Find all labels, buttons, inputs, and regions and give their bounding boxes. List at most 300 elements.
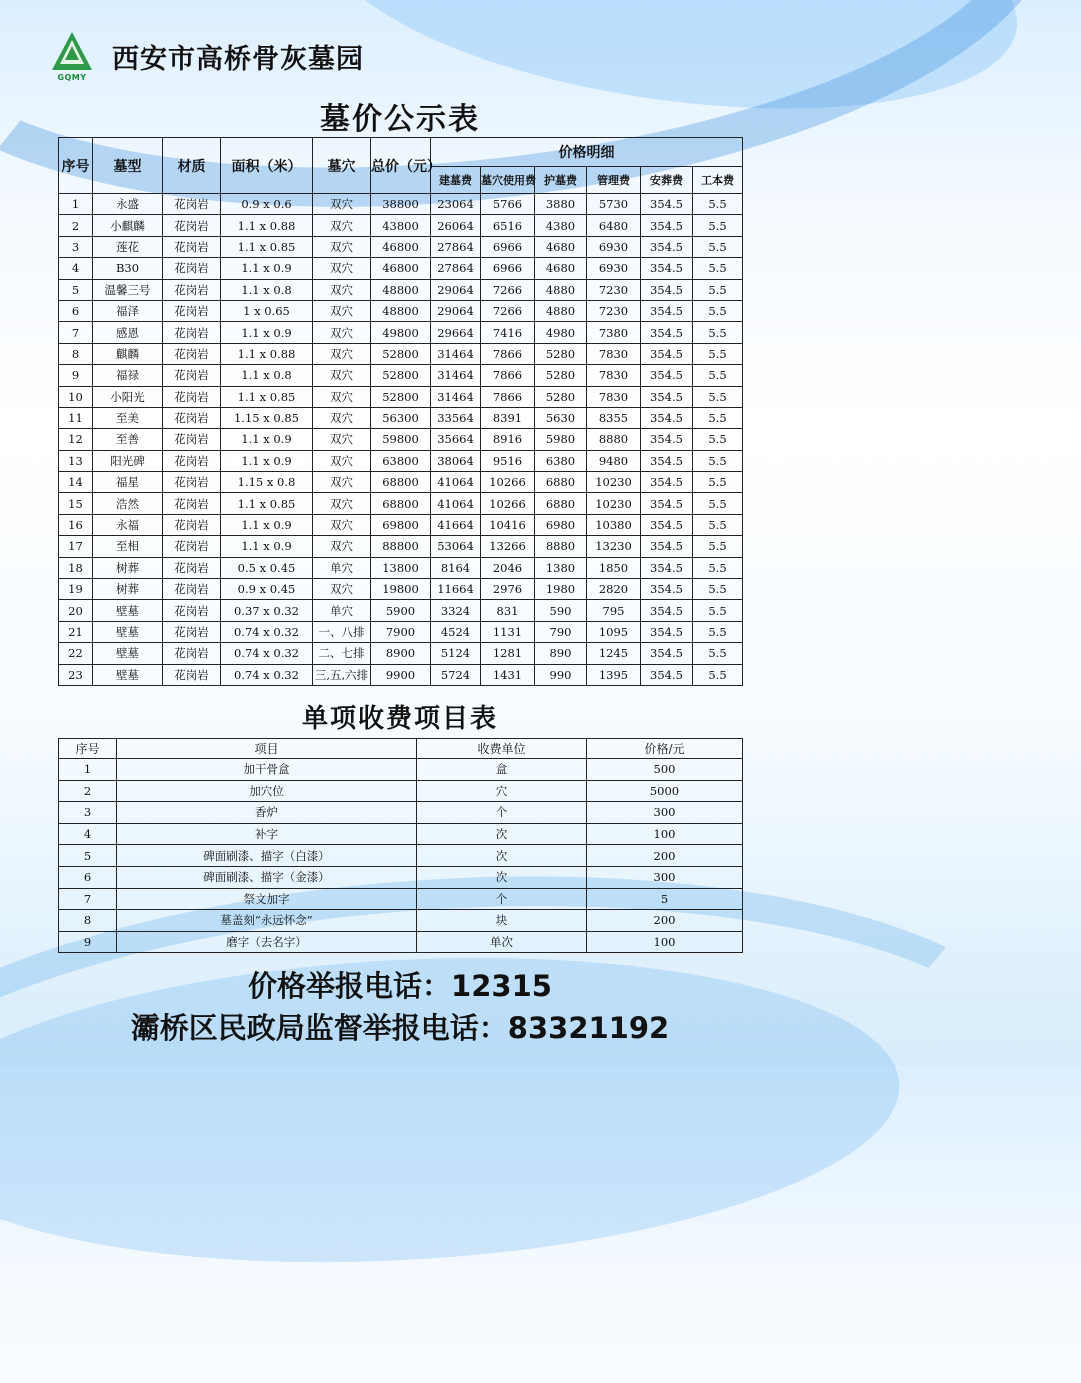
table-cell: 13800 xyxy=(371,557,431,578)
table-cell: 碑面刷漆、描字（白漆） xyxy=(117,845,417,867)
table-cell: 354.5 xyxy=(641,450,693,471)
table-cell: 1.1 x 0.9 xyxy=(221,429,313,450)
table-cell: 5900 xyxy=(371,600,431,621)
table-cell: 5.5 xyxy=(693,300,743,321)
table-cell: 590 xyxy=(535,600,587,621)
table-cell: 3 xyxy=(59,236,93,257)
table-cell: 花岗岩 xyxy=(163,664,221,685)
table-cell: 莲花 xyxy=(93,236,163,257)
table-cell: 花岗岩 xyxy=(163,579,221,600)
table-cell: 354.5 xyxy=(641,514,693,535)
table-cell: 13230 xyxy=(587,536,641,557)
table-cell: 10266 xyxy=(481,472,535,493)
table-cell: 27864 xyxy=(431,258,481,279)
table-cell: 11664 xyxy=(431,579,481,600)
table-cell: 354.5 xyxy=(641,215,693,236)
table-cell: 花岗岩 xyxy=(163,322,221,343)
table-cell: 7380 xyxy=(587,322,641,343)
table-cell: 双穴 xyxy=(313,215,371,236)
table-cell: 5.5 xyxy=(693,557,743,578)
table-cell: 0.74 x 0.32 xyxy=(221,664,313,685)
table-cell: 6380 xyxy=(535,450,587,471)
table-cell: 5000 xyxy=(587,780,743,802)
table-cell: 花岗岩 xyxy=(163,429,221,450)
table-cell: 花岗岩 xyxy=(163,514,221,535)
table-cell: 二、七排 xyxy=(313,643,371,664)
table-cell: 温馨三号 xyxy=(93,279,163,300)
table-cell: 7266 xyxy=(481,279,535,300)
table-cell: 0.5 x 0.45 xyxy=(221,557,313,578)
table-cell: 双穴 xyxy=(313,579,371,600)
table-cell: 4680 xyxy=(535,258,587,279)
table-cell: 53064 xyxy=(431,536,481,557)
table-cell: 7230 xyxy=(587,279,641,300)
table-cell: 41664 xyxy=(431,514,481,535)
table-cell: 5.5 xyxy=(693,579,743,600)
table-cell: 88800 xyxy=(371,536,431,557)
table-cell: 福禄 xyxy=(93,365,163,386)
table-cell: 次 xyxy=(417,866,587,888)
table-cell: 5.5 xyxy=(693,365,743,386)
table-cell: 福星 xyxy=(93,472,163,493)
table-cell: 4 xyxy=(59,823,117,845)
table-cell: 8880 xyxy=(535,536,587,557)
table-cell: 次 xyxy=(417,845,587,867)
table-cell: 6 xyxy=(59,866,117,888)
table-row xyxy=(59,759,743,781)
table-cell: 4380 xyxy=(535,215,587,236)
table-cell: 花岗岩 xyxy=(163,493,221,514)
table-cell: 7866 xyxy=(481,365,535,386)
table-cell: 1245 xyxy=(587,643,641,664)
table-cell: 双穴 xyxy=(313,493,371,514)
subheader-plot-use-fee: 墓穴使用费 xyxy=(481,167,535,194)
table-cell: 38064 xyxy=(431,450,481,471)
price-report-hotline: 价格举报电话：12315 xyxy=(248,969,552,1003)
table-cell: 31464 xyxy=(431,365,481,386)
table-cell: 至善 xyxy=(93,429,163,450)
table-cell: 个 xyxy=(417,888,587,910)
table-cell: 0.37 x 0.32 xyxy=(221,600,313,621)
table-row xyxy=(59,780,743,802)
table-cell: 69800 xyxy=(371,514,431,535)
table-cell: 1395 xyxy=(587,664,641,685)
subheader-maintenance-fee: 护墓费 xyxy=(535,167,587,194)
table-cell: 墓盖刻“永远怀念” xyxy=(117,910,417,932)
table-cell: 5 xyxy=(587,888,743,910)
price-table xyxy=(58,137,743,686)
table-cell: 5.5 xyxy=(693,643,743,664)
table-cell: 次 xyxy=(417,823,587,845)
table-cell: 48800 xyxy=(371,300,431,321)
fee-header-item: 项目 xyxy=(117,739,417,759)
table-row xyxy=(59,888,743,910)
price-table-title: 墓价公示表 xyxy=(320,102,480,137)
table-cell: 树葬 xyxy=(93,557,163,578)
table-cell: 4 xyxy=(59,258,93,279)
table-cell: 1 x 0.65 xyxy=(221,300,313,321)
table-cell: 1095 xyxy=(587,621,641,642)
table-cell: 35664 xyxy=(431,429,481,450)
table-cell: 5.5 xyxy=(693,600,743,621)
table-cell: 354.5 xyxy=(641,365,693,386)
table-row xyxy=(59,910,743,932)
supervision-report-hotline: 灞桥区民政局监督举报电话：83321192 xyxy=(130,1011,670,1045)
table-cell: 1.1 x 0.85 xyxy=(221,236,313,257)
table-cell: 354.5 xyxy=(641,621,693,642)
table-row xyxy=(59,536,743,557)
table-cell: 3880 xyxy=(535,194,587,215)
table-cell: 2976 xyxy=(481,579,535,600)
fee-header-unit: 收费单位 xyxy=(417,739,587,759)
table-cell: 1.1 x 0.9 xyxy=(221,536,313,557)
table-cell: 7 xyxy=(59,888,117,910)
table-row xyxy=(59,802,743,824)
table-cell: 磨字（去名字） xyxy=(117,931,417,953)
table-cell: 5 xyxy=(59,279,93,300)
table-cell: 15 xyxy=(59,493,93,514)
table-cell: 2 xyxy=(59,215,93,236)
table-cell: 8 xyxy=(59,910,117,932)
table-cell: 46800 xyxy=(371,258,431,279)
table-row xyxy=(59,429,743,450)
table-cell: 300 xyxy=(587,866,743,888)
table-row xyxy=(59,236,743,257)
table-cell: 3324 xyxy=(431,600,481,621)
table-row xyxy=(59,279,743,300)
table-cell: 1.15 x 0.85 xyxy=(221,407,313,428)
table-cell: 23064 xyxy=(431,194,481,215)
subheader-management-fee: 管理费 xyxy=(587,167,641,194)
table-cell: 6930 xyxy=(587,236,641,257)
table-row xyxy=(59,643,743,664)
table-cell: 穴 xyxy=(417,780,587,802)
table-cell: 300 xyxy=(587,802,743,824)
table-cell: 9 xyxy=(59,365,93,386)
table-cell: 63800 xyxy=(371,450,431,471)
table-cell: 单穴 xyxy=(313,600,371,621)
table-cell: 壁墓 xyxy=(93,621,163,642)
table-cell: 354.5 xyxy=(641,493,693,514)
table-cell: 5766 xyxy=(481,194,535,215)
table-cell: 354.5 xyxy=(641,279,693,300)
table-cell: 19800 xyxy=(371,579,431,600)
table-cell: 花岗岩 xyxy=(163,450,221,471)
table-cell: 14 xyxy=(59,472,93,493)
header-material: 材质 xyxy=(163,138,221,194)
table-cell: 5.5 xyxy=(693,386,743,407)
table-cell: 双穴 xyxy=(313,322,371,343)
table-cell: 6880 xyxy=(535,493,587,514)
table-cell: 100 xyxy=(587,823,743,845)
table-cell: 4980 xyxy=(535,322,587,343)
table-cell: 花岗岩 xyxy=(163,621,221,642)
table-cell: 43800 xyxy=(371,215,431,236)
table-cell: 354.5 xyxy=(641,600,693,621)
table-cell: 0.9 x 0.45 xyxy=(221,579,313,600)
table-cell: 49800 xyxy=(371,322,431,343)
table-cell: 8391 xyxy=(481,407,535,428)
table-cell: 2046 xyxy=(481,557,535,578)
table-cell: 花岗岩 xyxy=(163,365,221,386)
table-cell: 354.5 xyxy=(641,322,693,343)
table-cell: 7830 xyxy=(587,343,641,364)
table-cell: 双穴 xyxy=(313,279,371,300)
table-cell: 795 xyxy=(587,600,641,621)
table-cell: 17 xyxy=(59,536,93,557)
table-cell: 831 xyxy=(481,600,535,621)
table-cell: 354.5 xyxy=(641,664,693,685)
table-cell: 6966 xyxy=(481,258,535,279)
table-cell: 1980 xyxy=(535,579,587,600)
table-row xyxy=(59,215,743,236)
fee-table-title: 单项收费项目表 xyxy=(301,704,498,734)
table-row xyxy=(59,493,743,514)
table-cell: 27864 xyxy=(431,236,481,257)
table-cell: 10416 xyxy=(481,514,535,535)
table-cell: 5724 xyxy=(431,664,481,685)
table-cell: 16 xyxy=(59,514,93,535)
table-cell: 52800 xyxy=(371,386,431,407)
table-cell: 感恩 xyxy=(93,322,163,343)
table-cell: 12 xyxy=(59,429,93,450)
table-cell: 至相 xyxy=(93,536,163,557)
table-cell: 0.9 x 0.6 xyxy=(221,194,313,215)
table-cell: 6966 xyxy=(481,236,535,257)
table-cell: 壁墓 xyxy=(93,643,163,664)
table-cell: 1.1 x 0.88 xyxy=(221,343,313,364)
table-cell: 阳光碑 xyxy=(93,450,163,471)
table-cell: 5730 xyxy=(587,194,641,215)
table-cell: 花岗岩 xyxy=(163,343,221,364)
table-cell: 0.74 x 0.32 xyxy=(221,643,313,664)
table-cell: 加干骨盒 xyxy=(117,759,417,781)
table-cell: 8900 xyxy=(371,643,431,664)
header-plot: 墓穴 xyxy=(313,138,371,194)
table-cell: 1 xyxy=(59,759,117,781)
header-price-detail: 价格明细 xyxy=(431,138,743,167)
table-cell: 6880 xyxy=(535,472,587,493)
table-cell: 双穴 xyxy=(313,236,371,257)
table-cell: 花岗岩 xyxy=(163,194,221,215)
table-cell: 1.15 x 0.8 xyxy=(221,472,313,493)
table-cell: 8164 xyxy=(431,557,481,578)
table-cell: 永福 xyxy=(93,514,163,535)
table-cell: 1.1 x 0.8 xyxy=(221,365,313,386)
table-row xyxy=(59,472,743,493)
table-cell: 6516 xyxy=(481,215,535,236)
table-cell: 5.5 xyxy=(693,514,743,535)
table-cell: 354.5 xyxy=(641,429,693,450)
header-index: 序号 xyxy=(59,138,93,194)
table-cell: 29064 xyxy=(431,300,481,321)
table-cell: 个 xyxy=(417,802,587,824)
table-cell: 790 xyxy=(535,621,587,642)
table-cell: 小阳光 xyxy=(93,386,163,407)
table-cell: 9480 xyxy=(587,450,641,471)
table-cell: 68800 xyxy=(371,493,431,514)
table-cell: 354.5 xyxy=(641,579,693,600)
table-cell: 麒麟 xyxy=(93,343,163,364)
table-cell: 1.1 x 0.9 xyxy=(221,514,313,535)
table-cell: 双穴 xyxy=(313,514,371,535)
table-cell: 1.1 x 0.85 xyxy=(221,493,313,514)
table-cell: 加穴位 xyxy=(117,780,417,802)
table-cell: 10 xyxy=(59,386,93,407)
table-cell: 7416 xyxy=(481,322,535,343)
table-cell: 8355 xyxy=(587,407,641,428)
table-cell: 小麒麟 xyxy=(93,215,163,236)
table-cell: 双穴 xyxy=(313,343,371,364)
table-cell: 500 xyxy=(587,759,743,781)
table-cell: 5.5 xyxy=(693,279,743,300)
subheader-construction-fee: 建墓费 xyxy=(431,167,481,194)
table-row xyxy=(59,365,743,386)
table-cell: 8880 xyxy=(587,429,641,450)
table-cell: 6 xyxy=(59,300,93,321)
table-cell: 8916 xyxy=(481,429,535,450)
fee-header-price: 价格/元 xyxy=(587,739,743,759)
subheader-cost-fee: 工本费 xyxy=(693,167,743,194)
table-cell: 5.5 xyxy=(693,493,743,514)
table-cell: 890 xyxy=(535,643,587,664)
table-row xyxy=(59,258,743,279)
table-cell: 26064 xyxy=(431,215,481,236)
table-cell: 5.5 xyxy=(693,450,743,471)
table-cell: 树葬 xyxy=(93,579,163,600)
table-cell: 29064 xyxy=(431,279,481,300)
table-cell: 11 xyxy=(59,407,93,428)
table-cell: 41064 xyxy=(431,493,481,514)
table-cell: 13266 xyxy=(481,536,535,557)
table-cell: 5.5 xyxy=(693,407,743,428)
table-cell: 三,五,六排 xyxy=(313,664,371,685)
table-cell: 花岗岩 xyxy=(163,300,221,321)
table-cell: 双穴 xyxy=(313,407,371,428)
table-cell: 56300 xyxy=(371,407,431,428)
table-cell: 6480 xyxy=(587,215,641,236)
table-cell: 单次 xyxy=(417,931,587,953)
table-cell: 9900 xyxy=(371,664,431,685)
table-cell: 31464 xyxy=(431,343,481,364)
table-row xyxy=(59,931,743,953)
table-cell: 5.5 xyxy=(693,472,743,493)
organization-name: 西安市高桥骨灰墓园 xyxy=(112,43,364,75)
table-cell: 990 xyxy=(535,664,587,685)
table-cell: 33564 xyxy=(431,407,481,428)
table-cell: 52800 xyxy=(371,365,431,386)
table-cell: 花岗岩 xyxy=(163,536,221,557)
table-cell: 10266 xyxy=(481,493,535,514)
table-row xyxy=(59,579,743,600)
table-cell: 7830 xyxy=(587,386,641,407)
table-row xyxy=(59,386,743,407)
table-cell: 31464 xyxy=(431,386,481,407)
fee-table xyxy=(58,738,743,953)
table-cell: 花岗岩 xyxy=(163,472,221,493)
table-row xyxy=(59,866,743,888)
table-row xyxy=(59,407,743,428)
table-cell: 38800 xyxy=(371,194,431,215)
table-cell: 29664 xyxy=(431,322,481,343)
table-cell: 46800 xyxy=(371,236,431,257)
table-cell: 23 xyxy=(59,664,93,685)
table-cell: 7230 xyxy=(587,300,641,321)
table-cell: 5280 xyxy=(535,365,587,386)
table-cell: 68800 xyxy=(371,472,431,493)
table-cell: 5.5 xyxy=(693,664,743,685)
table-cell: 354.5 xyxy=(641,536,693,557)
table-cell: 5.5 xyxy=(693,429,743,450)
table-cell: 10230 xyxy=(587,472,641,493)
table-cell: 1.1 x 0.9 xyxy=(221,450,313,471)
table-cell: 7 xyxy=(59,322,93,343)
table-cell: 18 xyxy=(59,557,93,578)
table-cell: 块 xyxy=(417,910,587,932)
table-cell: 至美 xyxy=(93,407,163,428)
mountain-logo-icon xyxy=(48,30,96,82)
table-cell: 1.1 x 0.88 xyxy=(221,215,313,236)
table-cell: 1850 xyxy=(587,557,641,578)
table-row xyxy=(59,621,743,642)
table-cell: 5980 xyxy=(535,429,587,450)
table-cell: 5.5 xyxy=(693,621,743,642)
table-cell: 双穴 xyxy=(313,194,371,215)
table-cell: 浩然 xyxy=(93,493,163,514)
table-cell: 6930 xyxy=(587,258,641,279)
table-cell: 1.1 x 0.8 xyxy=(221,279,313,300)
table-cell: 0.74 x 0.32 xyxy=(221,621,313,642)
table-cell: 4880 xyxy=(535,279,587,300)
table-cell: 双穴 xyxy=(313,536,371,557)
table-cell: 1281 xyxy=(481,643,535,664)
table-cell: 双穴 xyxy=(313,429,371,450)
header xyxy=(48,28,364,84)
table-cell: 354.5 xyxy=(641,386,693,407)
table-cell: 5.5 xyxy=(693,258,743,279)
table-cell: 4680 xyxy=(535,236,587,257)
table-cell: 盒 xyxy=(417,759,587,781)
table-cell: 354.5 xyxy=(641,407,693,428)
table-cell: 59800 xyxy=(371,429,431,450)
table-cell: 5.5 xyxy=(693,536,743,557)
table-cell: 花岗岩 xyxy=(163,279,221,300)
table-cell: 5280 xyxy=(535,343,587,364)
table-cell: 7900 xyxy=(371,621,431,642)
table-cell: 354.5 xyxy=(641,343,693,364)
table-cell: 1.1 x 0.85 xyxy=(221,386,313,407)
table-cell: 4524 xyxy=(431,621,481,642)
table-cell: 8 xyxy=(59,343,93,364)
table-cell: 41064 xyxy=(431,472,481,493)
table-cell: 5.5 xyxy=(693,343,743,364)
table-cell: 354.5 xyxy=(641,258,693,279)
subheader-burial-fee: 安葬费 xyxy=(641,167,693,194)
table-cell: 1380 xyxy=(535,557,587,578)
table-cell: 2820 xyxy=(587,579,641,600)
header-total-price: 总价（元） xyxy=(371,138,431,194)
table-row xyxy=(59,823,743,845)
table-cell: 花岗岩 xyxy=(163,236,221,257)
table-row xyxy=(59,664,743,685)
table-cell: 21 xyxy=(59,621,93,642)
table-row xyxy=(59,557,743,578)
table-cell: 354.5 xyxy=(641,236,693,257)
table-cell: 单穴 xyxy=(313,557,371,578)
table-cell: 1.1 x 0.9 xyxy=(221,322,313,343)
table-cell: 一、八排 xyxy=(313,621,371,642)
table-cell: B30 xyxy=(93,258,163,279)
